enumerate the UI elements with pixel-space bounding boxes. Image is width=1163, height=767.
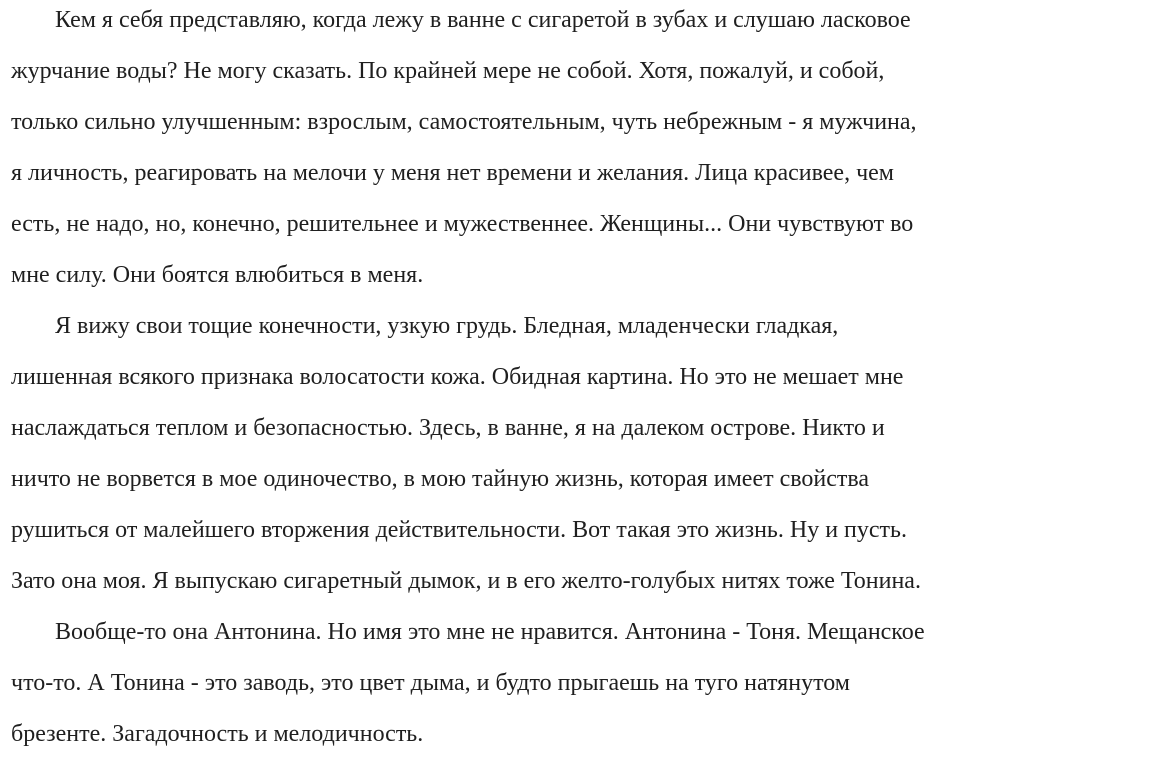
paragraph-3-line-1: Вообще-то она Антонина. Но имя это мне не нравится. Антонина - Тоня. Мещанское — [55, 619, 925, 645]
paragraph-2-line-6: Зато она моя. Я выпускаю сигаретный дымок, и в его желто-голубых нитях тоже Тонина. — [11, 568, 921, 594]
paragraph-3-line-3: брезенте. Загадочность и мелодичность. — [11, 721, 424, 747]
paragraph-1-line-1: Кем я себя представляю, когда лежу в ванне с сигаретой в зубах и слушаю ласковое — [55, 7, 911, 33]
paragraph-1-line-5: есть, не надо, но, конечно, решительнее и мужественнее. Женщины... Они чувствуют во — [11, 211, 914, 237]
paragraph-2-line-2: лишенная всякого признака волосатости кожа. Обидная картина. Но это не мешает мне — [11, 364, 904, 390]
paragraph-1-line-4: я личность, реагировать на мелочи у меня нет времени и желания. Лица красивее, чем — [11, 160, 894, 186]
paragraph-3-line-2: что-то. А Тонина - это заводь, это цвет дыма, и будто прыгаешь на туго натянутом — [11, 670, 850, 696]
paragraph-2-line-3: наслаждаться теплом и безопасностью. Здесь, в ванне, я на далеком острове. Никто и — [11, 415, 885, 441]
paragraph-1-line-2: журчание воды? Не могу сказать. По крайней мере не собой. Хотя, пожалуй, и собой, — [11, 58, 885, 84]
paragraph-1-line-6: мне силу. Они боятся влюбиться в меня. — [11, 262, 424, 288]
paragraph-2-line-5: рушиться от малейшего вторжения действительности. Вот такая это жизнь. Ну и пусть. — [11, 517, 907, 543]
paragraph-2-line-1: Я вижу свои тощие конечности, узкую грудь. Бледная, младенчески гладкая, — [55, 313, 839, 339]
text-body — [11, 0, 1155, 760]
paragraph-2-line-4: ничто не ворвется в мое одиночество, в мою тайную жизнь, которая имеет свойства — [11, 466, 870, 492]
paragraph-1-line-3: только сильно улучшенным: взрослым, самостоятельным, чуть небрежным - я мужчина, — [11, 109, 917, 135]
